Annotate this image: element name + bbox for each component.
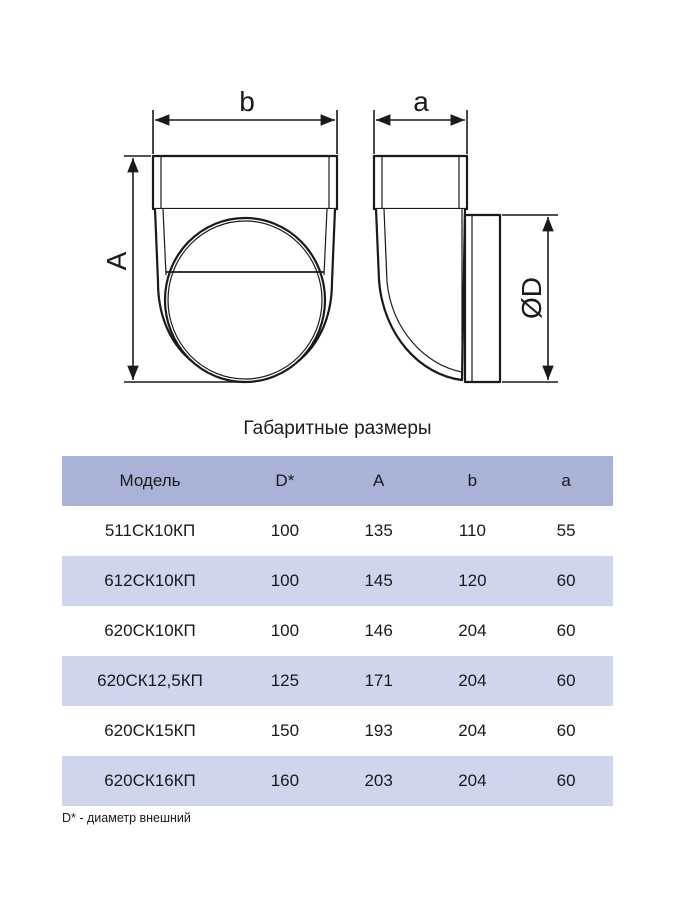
cell-b: 204 [458,671,487,690]
cell-a: 60 [556,721,576,740]
cell-d: 100 [270,571,300,590]
table-row [62,656,613,706]
dimension-A-label: A [101,251,132,271]
cell-a: 55 [556,521,576,540]
cell-A: 135 [364,521,393,540]
table-row [62,706,613,756]
dimensions-table [62,456,613,806]
header-model: Модель [119,471,181,490]
cell-model: 620СК10КП [104,621,196,640]
footnote: D* - диаметр внешний [62,811,191,825]
table-row [62,556,613,606]
cell-a: 60 [556,621,576,640]
table-row [62,606,613,656]
cell-d: 125 [270,671,300,690]
cell-d: 100 [270,621,300,640]
header-b: b [467,471,478,490]
technical-drawing [0,0,675,410]
dimension-a-label: a [413,86,429,117]
table-header-row [62,456,613,506]
cell-d: 150 [270,721,300,740]
cell-A: 145 [364,571,393,590]
cell-A: 193 [364,721,393,740]
cell-a: 60 [556,671,576,690]
header-d: D* [275,471,295,490]
side-view [374,156,500,382]
cell-A: 203 [364,771,393,790]
cell-a: 60 [556,771,576,790]
dimension-D-label: ØD [516,277,547,319]
cell-b: 204 [458,621,487,640]
front-view [153,156,337,382]
cell-model: 612СК10КП [104,571,196,590]
cell-b: 204 [458,721,487,740]
table-row [62,506,613,556]
cell-model: 511СК10КП [104,521,196,540]
cell-model: 620СК15КП [104,721,196,740]
header-A: A [372,471,385,490]
cell-A: 171 [364,671,393,690]
cell-A: 146 [364,621,393,640]
cell-model: 620СК12,5КП [97,671,203,690]
table-row [62,756,613,806]
cell-b: 110 [458,521,486,540]
cell-model: 620СК16КП [104,771,196,790]
cell-b: 204 [458,771,487,790]
cell-a: 60 [556,571,576,590]
cell-b: 120 [458,571,487,590]
table-caption: Габаритные размеры [243,418,432,439]
dimension-b-label: b [239,86,255,117]
cell-d: 160 [270,771,300,790]
cell-d: 100 [270,521,300,540]
header-a: a [561,471,571,490]
